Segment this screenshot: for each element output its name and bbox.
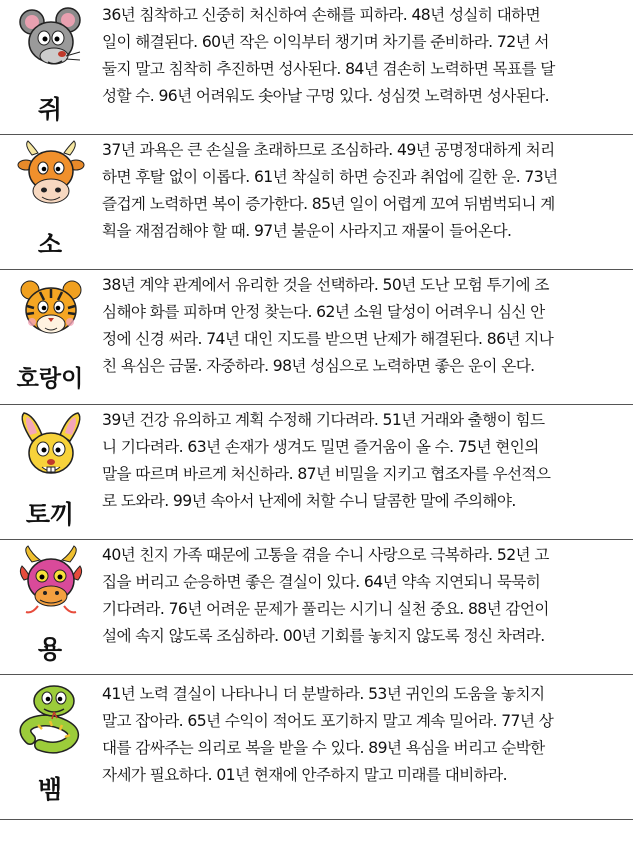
snake-icon xyxy=(18,681,84,751)
fortune-line: 기다려라. 76년 어려운 문제가 풀리는 시기니 실천 중요. 88년 감언이 xyxy=(102,600,549,618)
fortune-line: 니 기다려라. 63년 손재가 생겨도 밀면 즐거움이 올 수. 75년 현인의 xyxy=(102,438,539,456)
animal-name: 용 xyxy=(37,635,63,664)
animal-cell xyxy=(0,675,100,819)
fortune-line: 친 욕심은 금물. 자중하라. 98년 성심으로 노력하면 좋은 운이 온다. xyxy=(102,357,535,375)
dragon-icon xyxy=(18,546,84,616)
fortune-line: 말고 잡아라. 65년 수익이 적어도 포기하지 말고 계속 밀어라. 77년 상 xyxy=(102,712,554,730)
tiger-icon xyxy=(18,276,84,346)
animal-cell xyxy=(0,405,100,539)
fortune-line: 39년 건강 유의하고 계획 수정해 기다려라. 51년 거래와 출행이 힘드 xyxy=(102,411,545,429)
rabbit-icon xyxy=(18,411,84,481)
cow-icon xyxy=(18,141,84,211)
animal-name: 뱀 xyxy=(37,775,63,804)
animal-name: 토끼 xyxy=(25,500,75,529)
fortune-line: 하면 후탈 없이 이롭다. 61년 착실히 하면 승진과 취업에 길한 운. 73년 xyxy=(102,168,558,186)
fortune-line: 즐겁게 노력하면 복이 증가한다. 85년 일이 어렵게 꼬여 뒤범벅되니 계 xyxy=(102,195,555,213)
fortune-text xyxy=(102,542,626,650)
fortune-line: 36년 침착하고 신중히 처신하여 손해를 피하라. 48년 성실히 대하면 xyxy=(102,6,541,24)
fortune-line: 심해야 화를 피하며 안정 찾는다. 62년 소원 달성이 어려우니 심신 안 xyxy=(102,303,545,321)
fortune-row-cow xyxy=(0,135,633,270)
animal-name: 쥐 xyxy=(37,95,63,124)
fortune-row-snake xyxy=(0,675,633,820)
fortune-row-dragon xyxy=(0,540,633,675)
fortune-text xyxy=(102,2,626,110)
animal-cell xyxy=(0,135,100,269)
fortune-line: 40년 친지 가족 때문에 고통을 겪을 수니 사랑으로 극복하라. 52년 고 xyxy=(102,546,549,564)
fortune-line: 대를 감싸주는 의리로 복을 받을 수 있다. 89년 욕심을 버리고 순박한 xyxy=(102,739,545,757)
fortune-line: 정에 신경 써라. 74년 대인 지도를 받으면 난제가 해결된다. 86년 지나 xyxy=(102,330,554,348)
animal-cell xyxy=(0,270,100,404)
fortune-text xyxy=(102,272,626,380)
fortune-line: 말을 따르며 바르게 처신하라. 87년 비밀을 지키고 협조자를 우선적으 xyxy=(102,465,551,483)
fortune-line: 집을 버리고 순응하면 좋은 결실이 있다. 64년 약속 지연되니 묵묵히 xyxy=(102,573,541,591)
fortune-line: 41년 노력 결실이 나타나니 더 분발하라. 53년 귀인의 도움을 놓치지 xyxy=(102,685,545,703)
fortune-line: 38년 계약 관계에서 유리한 것을 선택하라. 50년 도난 모험 투기에 조 xyxy=(102,276,549,294)
fortune-row-tiger xyxy=(0,270,633,405)
fortune-line: 일이 해결된다. 60년 작은 이익부터 챙기며 차기를 준비하라. 72년 서 xyxy=(102,33,549,51)
rat-icon xyxy=(18,6,84,76)
fortune-line: 로 도와라. 99년 속아서 난제에 처할 수니 달콤한 말에 주의해야. xyxy=(102,492,516,510)
fortune-line: 둘지 말고 침착히 추진하면 성사된다. 84년 겸손히 노력하면 목표를 달 xyxy=(102,60,555,78)
fortune-row-rabbit xyxy=(0,405,633,540)
fortune-line: 자세가 필요하다. 01년 현재에 안주하지 말고 미래를 대비하라. xyxy=(102,766,507,784)
animal-name: 호랑이 xyxy=(16,366,84,392)
fortune-line: 37년 과욕은 큰 손실을 초래하므로 조심하라. 49년 공명정대하게 처리 xyxy=(102,141,555,159)
fortune-text xyxy=(102,407,626,515)
animal-name: 소 xyxy=(37,230,63,259)
animal-cell xyxy=(0,540,100,674)
fortune-line: 설에 속지 않도록 조심하라. 00년 기회를 놓치지 않도록 정신 차려라. xyxy=(102,627,545,645)
fortune-text xyxy=(102,137,626,245)
fortune-row-rat xyxy=(0,0,633,135)
animal-cell xyxy=(0,0,100,134)
fortune-line: 획을 재점검해야 할 때. 97년 불운이 사라지고 재물이 들어온다. xyxy=(102,222,512,240)
fortune-line: 성할 수. 96년 어려워도 솟아날 구멍 있다. 성심껏 노력하면 성사된다. xyxy=(102,87,549,105)
fortune-text xyxy=(102,681,626,789)
